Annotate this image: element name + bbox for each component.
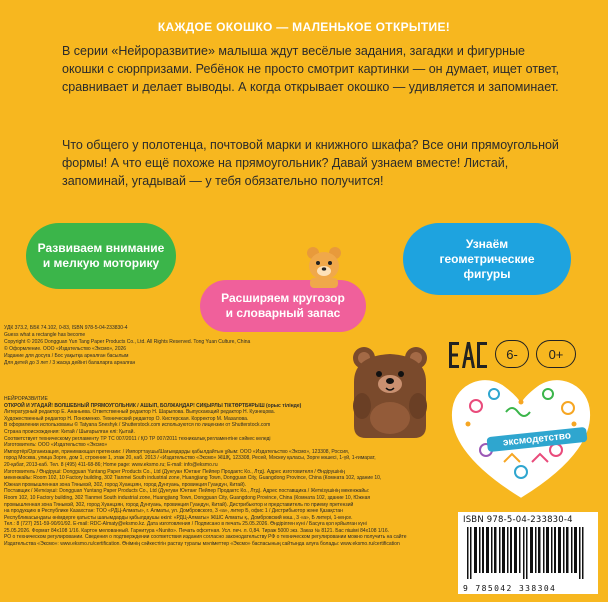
legal-line: Изготовитель: ООО «Издательство «Эксмо» [4, 442, 108, 449]
legal-line: промышленная зона Тяньмэй, 302, город Хуанцзян, город Дунгуань, провинция Гуандун, Китай). Дистрибьютор и представитель по приему претензий [4, 501, 354, 508]
legal-line: Литературный редактор Е. Ананьева. Ответственный редактор Н. Шарыпова. Выпускающий редактор Н. Кузнецова. [4, 409, 276, 416]
barcode-panel [458, 512, 598, 594]
legal-line: Изготовитель / Өндіруші: Dongguan Yuntang Paper Products Co., Ltd (Дунгуан Юнтанг Пейпер Продактс Ко., Лтд). Адрес изготовителя / Өндірушінің [4, 468, 345, 475]
barcode-digits: 9 785042 338304 [463, 584, 557, 593]
isbn-text: ISBN 978-5-04-233830-4 [463, 515, 573, 525]
description-paragraph: Что общего у полотенца, почтовой марки и книжного шкафа? Все они прямоугольной формы! А что ещё похоже на прямоугольник? Давай узнаем вместе! Листай, запоминай, угадывай — у тебя обязательно получится! [62, 138, 559, 188]
legal-line: Соответствует техническому регламенту ТР ТС 007/2011 / ҚО ТР 007/2011 техникалық регламентіне сәйкес келеді [4, 435, 271, 442]
legal-line: НЕЙРОРАЗВИТИЕ [4, 396, 48, 402]
brand-label: эксмодетство [486, 427, 587, 452]
legal-line: ОТКРОЙ И УГАДАЙ! ВОЛШЕБНЫЙ ПРЯМОУГОЛЬНИК / АШЫП, БОЛЖАҢДАР! СИҚЫРЛЫ ТІКТӨРТБҰРЫШ (орыс тілінде) [4, 402, 302, 409]
legal-line: Copyright © 2026 Dongguan Yun Tang Paper Products Co., Ltd. All Rights Reserved. Tong Yuan Culture, China [4, 339, 251, 345]
legal-info-main [4, 396, 444, 548]
legal-line: 25.05.2026. Формат 84x108 1/16. Картон мелованный. Гарнитура «Nunito». Печать офсетная. Усл. печ. л. 0,84. Тираж 5000 экз. Заказ № 8121. Бас пішімі 84x108 1/16. [4, 527, 389, 534]
legal-line: на продукцию в Республике Казахстан: ТОО «РДЦ-Алматы», г. Алматы, ул. Домбровского, 3 «а», литер Б, офис 1 / Дистрибьютор және Қазақстан [4, 508, 343, 515]
barcode-icon [463, 527, 591, 579]
legal-line: мекенжайы: Room 102, 10 Factory building, 302 Tianmei South industrial zone, Huangjiang Town, Dongguan City, Guangdong Province, China (Комната 102, здание 10, [4, 475, 382, 482]
legal-line: город Москва, улица Зорге, дом 1, строение 1, этаж 20, каб. 2013 / «Издательство «Эксмо» ЖШҚ, 123308, Ресей, Мәскеу қаласы, Зорге көшесі, 1-үй, 1-ғимарат, [4, 455, 376, 462]
intro-paragraph: В серии «Нейроразвитие» малыша ждут весёлые задания, загадки и фигурные окошки с сюрпризами. Ребёнок не просто смотрит картинки — он думает, ищет ответ, сравнивает и делает выводы. А когда открывает окошко — удивляется и запоминает. [62, 44, 559, 94]
legal-line: Республикасындағы өнімдерге қатысты шағымдарды қабылдаушы өкілі: «РДЦ-Алматы» ЖШС Алматы қ., Домбровский көш., 3 «а», Б литері, 1-кеңсе. [4, 514, 353, 521]
legal-line: Поставщик / Жеткізуші: Dongguan Yuntang Paper Products Co., Ltd (Дунгуан Юнтанг Пейпер Продактс Ко., Лтд). Адрес поставщика / Жеткізушінің мекенжайы: [4, 488, 370, 495]
legal-line: В оформлении использованы © Tatyana Sneshyk / Shutterstock.com используются по лицензии от Shutterstock.com [4, 422, 271, 429]
legal-line: Для детей до 3 лет / 3 жасқа дейінгі балаларға арналған [4, 360, 136, 366]
legal-line: УДК 373.2, ББК 74.102, 0-83, ISBN 978-5-04-233830-4 [4, 325, 128, 331]
legal-line: Страна происхождения: Китай / Шығарылған елі: Қытай. [4, 428, 135, 435]
vocabulary-pill: Расширяем кругозор и словарный запас [200, 280, 366, 332]
eac-mark-icon [448, 340, 488, 370]
small-bear-illustration [304, 244, 344, 293]
age-rating-badge: 0+ [536, 340, 576, 368]
legal-info-top [4, 325, 324, 367]
shapes-pill: Узнаём геометрические фигуры [403, 223, 571, 295]
age-rating-badge: 6- [495, 340, 529, 368]
legal-line: Room 102, 10 Factory building, 302 Tianmei South industrial zone, Huangjiang Town, Dongguan City, Guangdong Province, China (Комната 102, здание 10, Южная [4, 494, 371, 501]
legal-line: Издательства «Эксмо»: www.eksmo.ru/certification. Өнімнің сәйкестігін растау туралы мәліметтер «Эксмо» баспасының сайтында алуға болады: www.eksmo.ru/certification [4, 541, 400, 548]
legal-line: Guess what a rectangle has become [4, 332, 86, 338]
legal-line: Импортёр/Организация, принимающая претензии: / Импорттаушы/Шағымдарды қабылдайтын ұйым: ООО «Издательство «Эксмо», 123308, Россия, [4, 448, 350, 455]
legal-line: 20-қабат, 2013-каб. Тел. 8 (495) 411-68-86; Home page: www.eksmo.ru; E-mail: info@eksmo.ru [4, 461, 218, 468]
legal-line: РО о техническом регулировании. Сведения о подтверждении соответствия издания согласно законодательству РФ о техническом регулировании можно получить на сайте [4, 534, 407, 541]
legal-line: Художественный редактор Н. Пономенко. Технический редактор О. Кистерская. Корректор М. Мазалова. [4, 415, 249, 422]
legal-line: Издание для досуга / Бос уақытқа арналған басылым [4, 353, 129, 359]
legal-line: Тел.: 8 (727) 251-59-90/91/92. E-mail: RDC-Almaty@eksmo.kz. Дата изготовления / Подписано в печать 25.05.2026. Өндірілген күні / Басуға қол қойылған күні [4, 521, 367, 528]
legal-line: Южная промышленная зона Тяньмэй, 302, город Хуанцзян, город Дунгуань, провинция Гуандун, Китай). [4, 481, 247, 488]
legal-line: © Оформление. ООО «Издательство «Эксмо», 2026 [4, 346, 127, 352]
headline: КАЖДОЕ ОКОШКО — МАЛЕНЬКОЕ ОТКРЫТИЕ! [157, 20, 451, 34]
attention-pill: Развиваем внимание и мелкую моторику [26, 223, 176, 289]
